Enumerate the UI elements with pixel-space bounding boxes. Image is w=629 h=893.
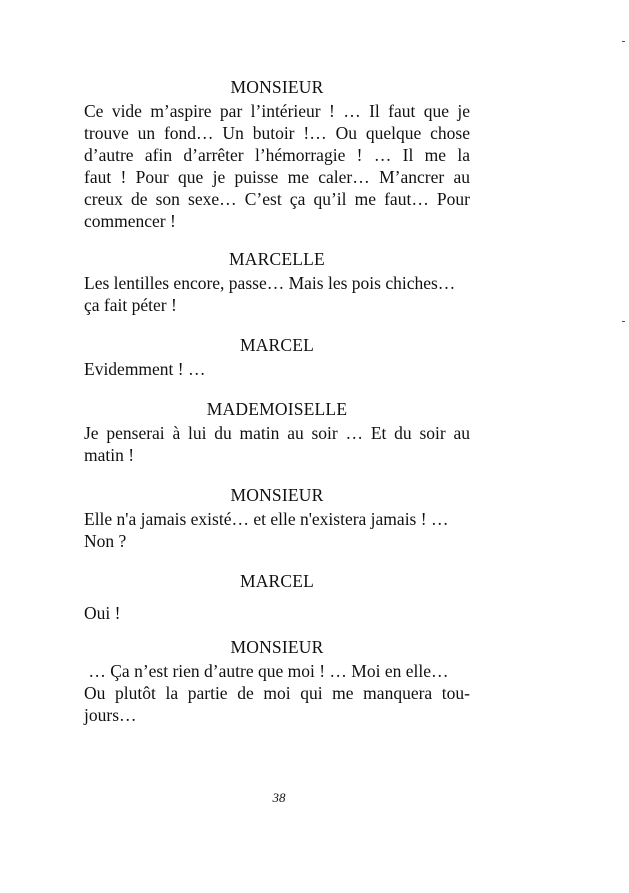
speaker-name: MARCEL: [239, 571, 315, 591]
speaker-name: MONSIEUR: [230, 77, 324, 97]
page-number: 38: [272, 790, 286, 805]
speaker-name: MARCELLE: [229, 249, 325, 269]
speaker-name: MADEMOISELLE: [206, 399, 348, 419]
dialogue-line: Ce vide m’aspire par l’intérieur ! … Il faut que je: [84, 101, 470, 121]
dialogue-line: Evidemment ! …: [84, 359, 206, 379]
dialogue-line: Je penserai à lui du matin au soir … Et du soir au: [84, 423, 470, 443]
dialogue-line: matin !: [84, 445, 135, 465]
speaker-name: MONSIEUR: [230, 485, 324, 505]
scan-mark: [622, 321, 625, 322]
dialogue-line: commencer !: [84, 211, 176, 231]
dialogue-line: Oui !: [84, 603, 121, 623]
dialogue-line: faut ! Pour que je puisse me caler… M’ancrer au: [84, 167, 470, 187]
dialogue-line: trouve un fond… Un butoir !… Ou quelque chose: [84, 123, 470, 143]
dialogue-line: creux de son sexe… C’est ça qu’il me faut… Pour: [84, 189, 470, 209]
scan-mark: [622, 41, 625, 42]
dialogue-line: Les lentilles encore, passe… Mais les pois chiches…: [84, 273, 456, 293]
dialogue-line: d’autre afin d’arrêter l’hémorragie ! … Il me la: [84, 145, 470, 165]
dialogue-line: jours…: [84, 705, 137, 725]
dialogue-line: ça fait péter !: [84, 295, 177, 315]
dialogue-line: … Ça n’est rien d’autre que moi ! … Moi en elle…: [84, 661, 449, 681]
dialogue-line: Elle n'a jamais existé… et elle n'existera jamais ! …: [84, 509, 449, 529]
speaker-name: MONSIEUR: [230, 637, 324, 657]
dialogue-line: Non ?: [84, 531, 127, 551]
dialogue-line: Ou plutôt la partie de moi qui me manquera tou-: [84, 683, 470, 703]
speaker-name: MARCEL: [239, 335, 315, 355]
